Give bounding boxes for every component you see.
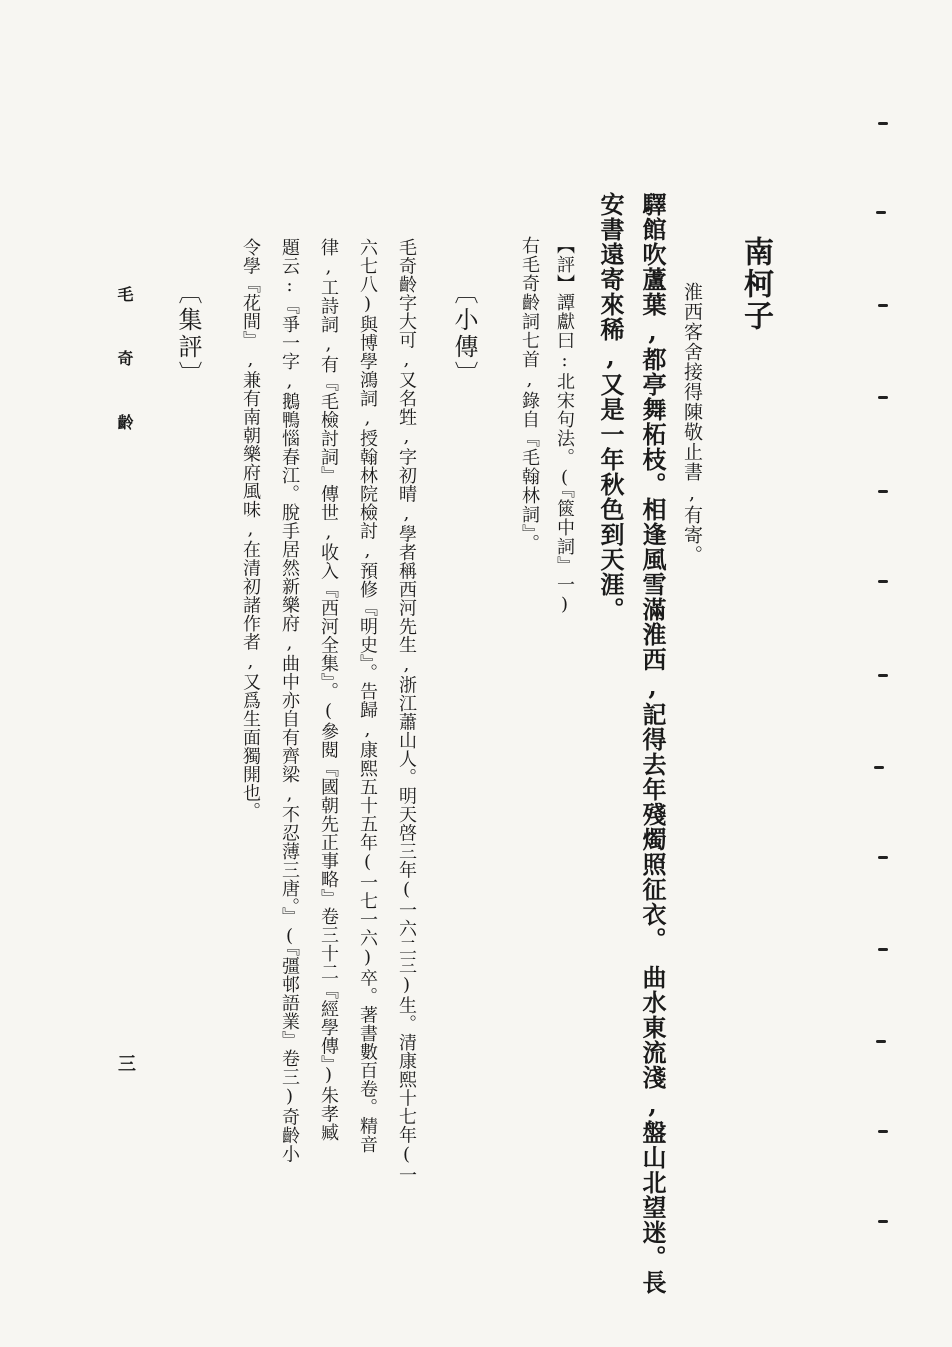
binding-mark [878,490,888,493]
binding-mark [878,122,888,125]
commentary: 【評】譚獻曰:北宋句法。(『篋中詞』一) [554,236,575,616]
binding-mark [878,580,888,583]
page-number: 三 [115,1054,136,1072]
running-author: 毛奇齡 [115,286,134,478]
biography-line: 毛奇齡字大可,又名甡,字初晴,學者稱西河先生,浙江蕭山人。明天啓三年(一六二三)生。清康熙十七年(一 [396,238,417,1184]
binding-mark [878,304,888,307]
binding-mark [878,1220,888,1223]
poem-title: 南柯子 [738,236,773,332]
binding-mark [874,766,884,769]
biography-line: 令學『花間』,兼有南朝樂府風味,在清初諸作者,又爲生面獨開也。 [240,238,261,821]
binding-mark [878,396,888,399]
binding-mark [876,1040,886,1043]
biography-line: 六七八)與博學鴻詞,授翰林院檢討,預修『明史』。告歸,康熙五十五年(一七一六)卒。著書數百卷。精音 [357,238,378,1154]
criticism-heading: 〔集評〕 [174,280,202,388]
poem-preface: 淮西客舍接得陳敬止書,有寄。 [681,282,703,565]
biography-line: 題云:『爭一字,鵝鴨惱春江。脫手居然新樂府,曲中亦自有齊梁,不忍薄三唐。』(『彊邨語業』卷三)奇齡小 [279,238,300,1163]
verse-line: 安書遠寄來稀,又是一年秋色到天涯。 [596,192,625,622]
binding-mark [878,856,888,859]
binding-mark [878,948,888,951]
binding-mark [878,674,888,677]
biography-line: 律,工詩詞,有『毛檢討詞』傳世,收入『西河全集』。(參閱『國朝先正事略』卷三十二『經學傳』)朱孝臧 [318,238,339,1142]
binding-mark [878,1130,888,1133]
verse-line: 驛館吹蘆葉,都亭舞柘枝。相逢風雪滿淮西,記得去年殘燭照征衣。 曲水東流淺,盤山北望迷。長 [638,192,667,1295]
binding-mark [876,211,886,214]
biography-heading: 〔小傳〕 [450,280,478,388]
source-note: 右毛奇齡詞七首,錄自『毛翰林詞』。 [519,236,540,553]
